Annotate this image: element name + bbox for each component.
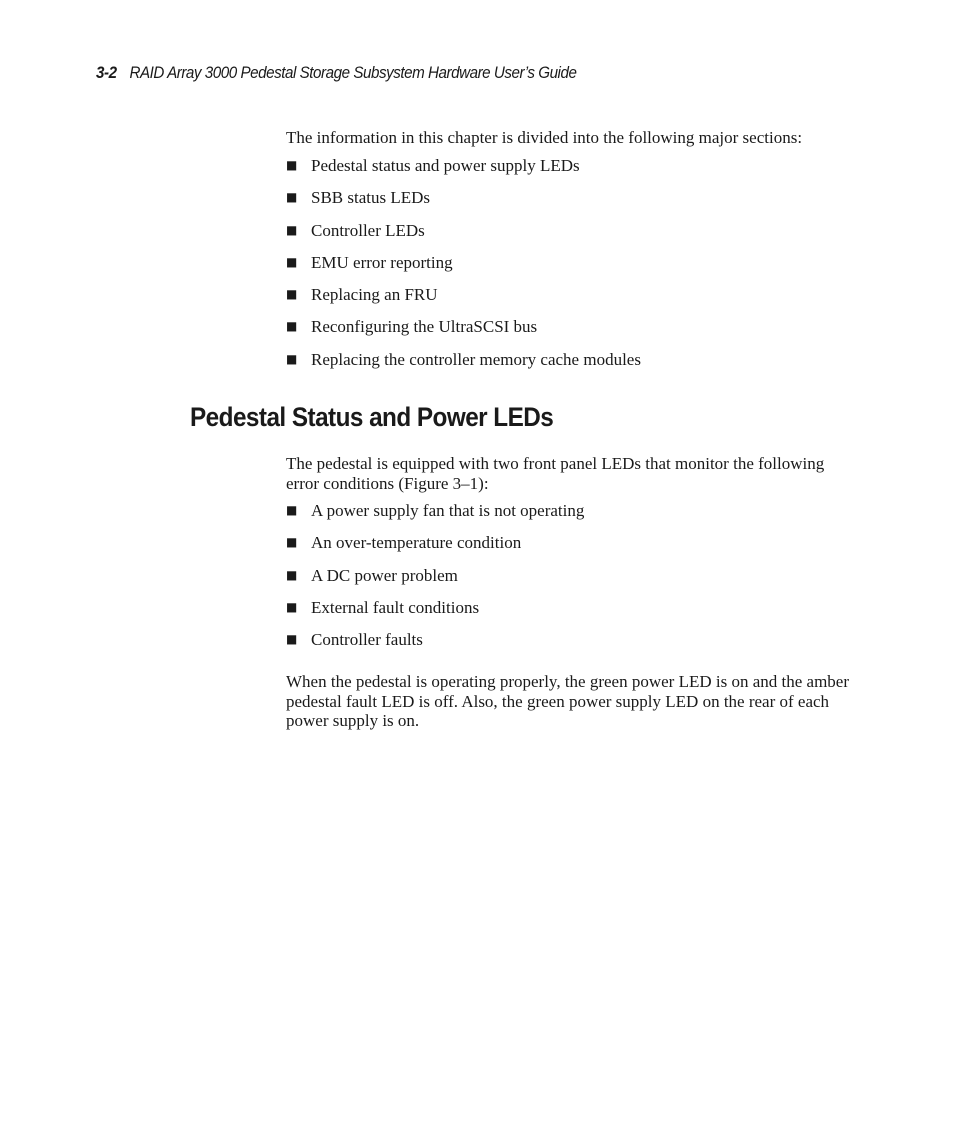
list-item-text: Controller LEDs: [311, 220, 425, 240]
list-item: [286, 533, 584, 565]
list-item-text: Reconfiguring the UltraSCSI bus: [311, 317, 538, 337]
section-paragraph-1: The pedestal is equipped with two front panel LEDs that monitor the following error conditions (Figure 3–1):: [286, 454, 825, 493]
list-item-text: An over-temperature condition: [311, 533, 522, 553]
list-item-text: A DC power problem: [311, 565, 458, 585]
list-item: [286, 156, 641, 188]
square-bullet-icon: ■: [286, 351, 298, 366]
list-item-text: Replacing the controller memory cache modules: [311, 349, 641, 369]
list-item: [286, 598, 584, 630]
list-item: [286, 317, 641, 349]
list-item-text: Controller faults: [311, 630, 423, 650]
list-item: [286, 221, 641, 253]
page-number: 3-2: [96, 64, 117, 82]
square-bullet-icon: ■: [286, 503, 298, 517]
square-bullet-icon: ■: [286, 319, 298, 334]
list-item: [286, 188, 641, 220]
list-item-text: EMU error reporting: [311, 252, 453, 272]
chapter-sections-list: [286, 156, 641, 382]
square-bullet-icon: ■: [286, 158, 298, 172]
square-bullet-icon: ■: [286, 222, 298, 237]
section-paragraph-2: When the pedestal is operating properly, the green power LED is on and the amber pedestal fault LED is off. Also, the green power supply LED on the rear of each power supply is on.: [286, 672, 850, 730]
square-bullet-icon: ■: [286, 567, 298, 582]
list-item: [286, 285, 641, 317]
square-bullet-icon: ■: [286, 254, 298, 269]
list-item: [286, 350, 641, 382]
square-bullet-icon: ■: [286, 632, 298, 647]
guide-title: RAID Array 3000 Pedestal Storage Subsystem Hardware User’s Guide: [129, 64, 577, 82]
error-conditions-list: [286, 501, 584, 662]
list-item-text: External fault conditions: [311, 597, 480, 617]
square-bullet-icon: ■: [286, 190, 298, 205]
square-bullet-icon: ■: [286, 535, 298, 550]
square-bullet-icon: ■: [286, 287, 298, 302]
list-item: [286, 566, 584, 598]
list-item-text: A power supply fan that is not operating: [311, 501, 585, 520]
square-bullet-icon: ■: [286, 599, 298, 614]
list-item: [286, 630, 584, 662]
list-item-text: SBB status LEDs: [311, 188, 431, 208]
intro-paragraph: The information in this chapter is divided into the following major sections:: [286, 128, 803, 147]
running-header: [96, 64, 576, 83]
list-item-text: Replacing an FRU: [311, 285, 438, 305]
list-item: [286, 253, 641, 285]
list-item-text: Pedestal status and power supply LEDs: [311, 156, 580, 175]
section-heading: Pedestal Status and Power LEDs: [190, 402, 554, 432]
list-item: [286, 501, 584, 533]
